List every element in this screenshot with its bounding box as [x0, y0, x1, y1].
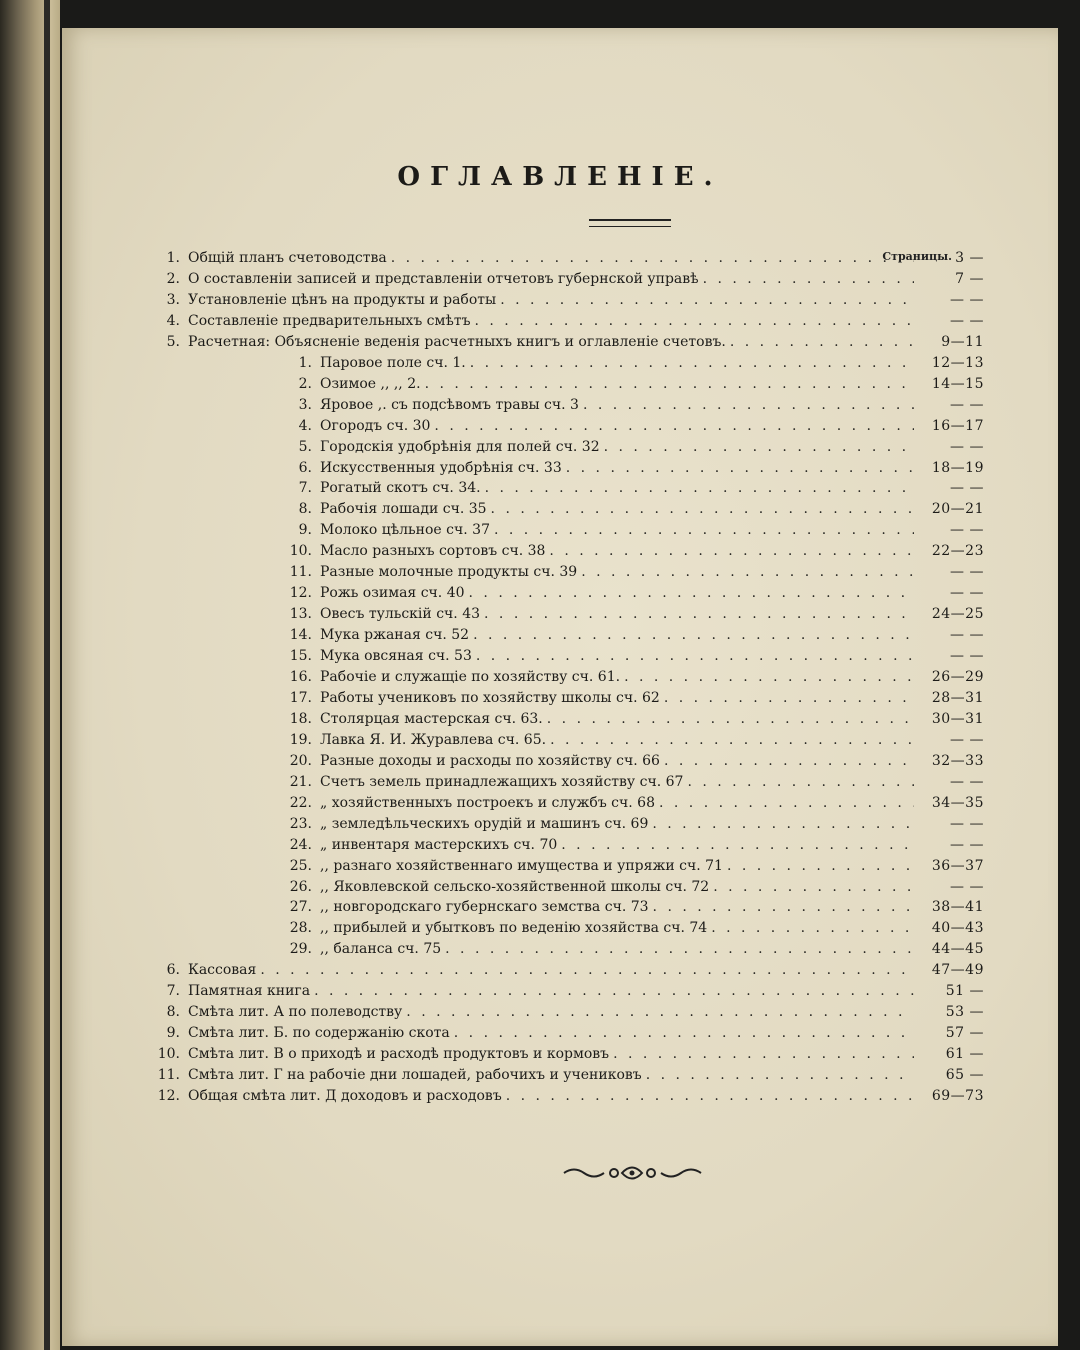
toc-entry	[282, 501, 984, 522]
toc-entry-pages: — —	[950, 291, 984, 308]
toc-entry	[282, 606, 984, 627]
toc-entry	[282, 648, 984, 669]
toc-entry-number: 25.	[289, 857, 312, 874]
decorative-ornament	[560, 1161, 705, 1185]
toc-entry	[150, 334, 984, 355]
toc-entry-title: Рабочія лошади сч. 35	[320, 501, 487, 518]
toc-entry-pages: — —	[950, 815, 984, 832]
toc-entry	[282, 376, 984, 397]
toc-entry-pages: 32—33	[931, 752, 984, 769]
toc-entry-title: Счетъ земель принадлежащихъ хозяйству сч. 67	[320, 773, 684, 790]
toc-entry-title: Памятная книга	[188, 983, 311, 1000]
toc-entry-number: 23.	[289, 815, 312, 832]
binding-edge	[44, 0, 50, 1350]
toc-entry-title: Работы учениковъ по хозяйству школы сч. 62	[320, 689, 660, 706]
toc-entry-title: Составленіе предварительныхъ смѣтъ	[188, 312, 471, 329]
toc-entry-number: 12.	[157, 1088, 180, 1104]
toc-entry-title: Лавка Я. И. Журавлева сч. 65.	[320, 731, 547, 748]
toc-entry	[150, 250, 984, 271]
toc-entry	[282, 543, 984, 564]
toc-entry-title: Рожь озимая сч. 40	[320, 585, 465, 602]
toc-entry-number: 6.	[166, 962, 180, 979]
toc-entry-number: 26.	[289, 878, 312, 895]
dot-leader	[470, 355, 914, 371]
toc-entry-pages: 3 —	[955, 250, 984, 266]
toc-entry	[282, 711, 984, 732]
toc-entry-pages: 51 —	[945, 983, 984, 1000]
toc-entry	[282, 816, 984, 837]
toc-entry-number: 19.	[289, 731, 312, 748]
toc-entry-pages: 12—13	[931, 354, 984, 371]
dot-leader	[475, 313, 915, 329]
toc-entry-pages: 61 —	[945, 1046, 984, 1063]
dot-leader	[491, 501, 914, 517]
toc-entry-pages: 14—15	[931, 375, 984, 392]
toc-entry-number: 2.	[166, 270, 180, 287]
toc-entry-pages: — —	[950, 396, 984, 413]
toc-entry-number: 6.	[298, 459, 312, 476]
dot-leader	[445, 941, 914, 957]
toc-entry-number: 3.	[298, 396, 312, 413]
toc-entry-number: 11.	[289, 564, 312, 581]
toc-entry	[282, 480, 984, 501]
toc-entry-pages: — —	[950, 312, 984, 329]
toc-entry-number: 4.	[166, 312, 180, 329]
toc-entry	[282, 753, 984, 774]
dot-leader	[485, 480, 914, 496]
toc-entry-pages: 65 —	[945, 1067, 984, 1084]
toc-entry-pages: — —	[950, 878, 984, 895]
toc-entry-pages: — —	[950, 585, 984, 602]
toc-entry-number: 21.	[289, 773, 312, 790]
toc-entry-title: Кассовая	[188, 962, 257, 979]
dot-leader	[314, 983, 914, 999]
toc-entry-number: 15.	[289, 648, 312, 665]
toc-entry-number: 8.	[298, 501, 312, 518]
toc-entry-pages: 16—17	[931, 417, 984, 434]
dot-leader	[653, 899, 914, 915]
dot-leader	[494, 522, 914, 538]
toc-entry-number: 7.	[298, 480, 312, 497]
toc-entry	[282, 355, 984, 376]
dot-leader	[391, 250, 914, 266]
toc-entry-pages: 38—41	[931, 899, 984, 916]
toc-entry-pages: 69—73	[931, 1088, 984, 1104]
toc-entry	[282, 920, 984, 941]
toc-entry-title: ,, баланса сч. 75	[320, 941, 442, 958]
pages-column-label: Страницы.	[882, 250, 952, 263]
toc-entry-pages: — —	[950, 564, 984, 581]
toc-entry-pages: — —	[950, 731, 984, 748]
dot-leader	[727, 858, 914, 874]
toc-entry-pages: 7 —	[955, 270, 984, 287]
toc-entry-title: Разные молочные продукты сч. 39	[320, 564, 578, 581]
toc-entry-number: 7.	[166, 983, 180, 1000]
toc-entry	[282, 564, 984, 585]
toc-entry-pages: 28—31	[931, 689, 984, 706]
dot-leader	[406, 1004, 914, 1020]
dot-leader	[484, 606, 914, 622]
toc-entry-title: Смѣта лит. Б. по содержанію скота	[188, 1025, 450, 1042]
toc-entry-pages: 20—21	[931, 501, 984, 518]
toc-entry-number: 8.	[166, 1004, 180, 1021]
dot-leader	[624, 669, 914, 685]
toc-entry	[282, 899, 984, 920]
toc-entry-number: 28.	[289, 920, 312, 937]
toc-entry-number: 18.	[289, 710, 312, 727]
toc-entry	[282, 397, 984, 418]
toc-entry-pages: 53 —	[945, 1004, 984, 1021]
toc-entry-pages: — —	[950, 480, 984, 497]
toc-entry	[282, 669, 984, 690]
dot-leader	[583, 397, 914, 413]
toc-entry	[282, 585, 984, 606]
dot-leader	[425, 376, 914, 392]
dot-leader	[664, 753, 914, 769]
toc-entry-number: 13.	[289, 606, 312, 623]
toc-entry	[150, 1067, 984, 1088]
dot-leader	[711, 920, 914, 936]
toc-entry-title: Молоко цѣльное сч. 37	[320, 522, 490, 539]
dot-leader	[454, 1025, 914, 1041]
toc-entry	[282, 941, 984, 962]
toc-entry-title: Мука ржаная сч. 52	[320, 627, 470, 644]
toc-entry-title: Рабочіе и служащіе по хозяйству сч. 61.	[320, 669, 621, 685]
dot-leader	[713, 879, 914, 895]
page-title: ОГЛАВЛЕНІЕ.	[397, 162, 723, 192]
toc-entry	[282, 522, 984, 543]
toc-entry-title: Общій планъ счетоводства	[188, 250, 387, 266]
toc-entry	[282, 439, 984, 460]
toc-entry-title: „ хозяйственныхъ построекъ и службъ сч. 68	[320, 794, 655, 811]
toc-entry	[150, 292, 984, 313]
toc-entry-pages: — —	[950, 836, 984, 853]
dot-leader	[566, 460, 914, 476]
toc-entry-title: Столярцая мастерская сч. 63.	[320, 710, 543, 727]
toc-entry-pages: — —	[950, 773, 984, 790]
toc-entry-title: Смѣта лит. А по полеводству	[188, 1004, 403, 1021]
toc-entry-number: 3.	[166, 291, 180, 308]
toc-entry-title: Разные доходы и расходы по хозяйству сч. 66	[320, 752, 660, 769]
toc-entry	[282, 627, 984, 648]
toc-entry	[150, 983, 984, 1004]
toc-entry	[282, 774, 984, 795]
dot-leader	[646, 1067, 914, 1083]
toc-entry-title: Яровое ,. съ подсѣвомъ травы сч. 3	[320, 396, 579, 413]
toc-entry-pages: 24—25	[931, 606, 984, 623]
toc-entry-number: 1.	[298, 354, 312, 371]
toc-entry-title: Паровое поле сч. 1.	[320, 354, 466, 371]
toc-entry-title: Общая смѣта лит. Д доходовъ и расходовъ	[188, 1088, 502, 1104]
toc-entry	[150, 962, 984, 983]
dot-leader	[703, 271, 914, 287]
toc-entry-pages: 22—23	[931, 543, 984, 560]
toc-entry-pages: 57 —	[945, 1025, 984, 1042]
toc-entry-pages: — —	[950, 438, 984, 455]
toc-entry-number: 27.	[289, 899, 312, 916]
dot-leader	[687, 774, 914, 790]
book-page	[62, 28, 1058, 1346]
toc-entry-pages: 18—19	[931, 459, 984, 476]
toc-entry-title: Озимое ,, ,, 2.	[320, 375, 421, 392]
toc-entry	[150, 271, 984, 292]
toc-entry-title: Рогатый скотъ сч. 34.	[320, 480, 481, 497]
dot-leader	[549, 543, 914, 559]
toc-entry-number: 2.	[298, 375, 312, 392]
toc-entry	[282, 690, 984, 711]
toc-entry-title: Расчетная: Объясненіе веденія расчетныхъ книгъ и оглавленіе счетовъ.	[188, 333, 726, 350]
toc-entry	[282, 418, 984, 439]
toc-entry-number: 20.	[289, 752, 312, 769]
toc-entry-number: 17.	[289, 689, 312, 706]
toc-entry	[282, 837, 984, 858]
toc-entry-pages: — —	[950, 648, 984, 665]
toc-entry	[282, 732, 984, 753]
toc-entry	[150, 1025, 984, 1046]
toc-entry-pages: 9—11	[941, 333, 984, 350]
toc-entry-title: „ земледѣльческихъ орудій и машинъ сч. 69	[320, 815, 649, 832]
dot-leader	[547, 711, 914, 727]
toc-entry-pages: 36—37	[931, 857, 984, 874]
dot-leader	[652, 816, 914, 832]
dot-leader	[604, 439, 914, 455]
dot-leader	[659, 795, 914, 811]
toc-entry-title: Смѣта лит. В о приходѣ и расходѣ продуктовъ и кормовъ	[188, 1046, 610, 1063]
toc-entry-number: 4.	[298, 417, 312, 434]
dot-leader	[730, 334, 914, 350]
toc-entry-pages: 26—29	[931, 669, 984, 685]
dot-leader	[550, 732, 914, 748]
toc-entry-number: 24.	[289, 836, 312, 853]
toc-entry-number: 29.	[289, 941, 312, 958]
toc-entry-number: 9.	[298, 522, 312, 539]
toc-entry-title: ,, Яковлевской сельско-хозяйственной школы сч. 72	[320, 878, 710, 895]
toc-entry-title: Овесъ тульскій сч. 43	[320, 606, 481, 623]
dot-leader	[581, 564, 914, 580]
toc-entry	[150, 1046, 984, 1067]
dot-leader	[506, 1088, 914, 1104]
toc-entry-number: 16.	[289, 669, 312, 685]
toc-entry-number: 22.	[289, 794, 312, 811]
dot-leader	[473, 627, 914, 643]
toc-entry-pages: — —	[950, 522, 984, 539]
toc-entry	[150, 313, 984, 334]
toc-entry-title: Установленіе цѣнъ на продукты и работы	[188, 291, 497, 308]
toc-entry-title: Смѣта лит. Г на рабочіе дни лошадей, рабочихъ и учениковъ	[188, 1067, 642, 1084]
dot-leader	[434, 418, 914, 434]
dot-leader	[469, 585, 914, 601]
toc-entry-title: Мука овсяная сч. 53	[320, 648, 472, 665]
toc-entry	[150, 1088, 984, 1109]
toc-entry-title: Огородъ сч. 30	[320, 417, 431, 434]
toc-entry-number: 10.	[157, 1046, 180, 1063]
toc-entry-title: „ инвентаря мастерскихъ сч. 70	[320, 836, 558, 853]
toc-entry-pages: 30—31	[931, 710, 984, 727]
toc-entry-pages: 34—35	[931, 794, 984, 811]
dot-leader	[561, 837, 914, 853]
dot-leader	[664, 690, 914, 706]
toc-entry-title: Масло разныхъ сортовъ сч. 38	[320, 543, 546, 560]
title-rule	[589, 219, 671, 227]
toc-entry-title: ,, прибылей и убытковъ по веденію хозяйства сч. 74	[320, 920, 708, 937]
toc-entry-number: 5.	[166, 333, 180, 350]
toc-entry-title: Искусственныя удобрѣнія сч. 33	[320, 459, 562, 476]
toc-entry	[150, 1004, 984, 1025]
toc-entry-number: 9.	[166, 1025, 180, 1042]
toc-entry-title: О составленіи записей и представленіи отчетовъ губернской управѣ	[188, 270, 699, 287]
toc-entry	[282, 795, 984, 816]
toc-entry-number: 1.	[166, 250, 180, 266]
toc-entry	[282, 460, 984, 481]
dot-leader	[500, 292, 914, 308]
toc-entry-pages: 40—43	[931, 920, 984, 937]
toc-entry-pages: 47—49	[931, 962, 984, 979]
book-binding	[0, 0, 60, 1350]
toc-entry-number: 5.	[298, 438, 312, 455]
toc-entry-number: 12.	[289, 585, 312, 602]
toc-entry-title: ,, разнаго хозяйственнаго имущества и упряжи сч. 71	[320, 857, 723, 874]
toc-entry	[282, 858, 984, 879]
toc-entry	[282, 879, 984, 900]
toc-entry-number: 11.	[157, 1067, 180, 1084]
dot-leader	[476, 648, 914, 664]
toc-entry-number: 14.	[289, 627, 312, 644]
toc-entry-pages: — —	[950, 627, 984, 644]
dot-leader	[613, 1046, 914, 1062]
toc-entry-number: 10.	[289, 543, 312, 560]
toc-entry-pages: 44—45	[931, 941, 984, 958]
toc-entry-title: Городскія удобрѣнія для полей сч. 32	[320, 438, 600, 455]
toc-entry-title: ,, новгородскаго губернскаго земства сч. 73	[320, 899, 649, 916]
dot-leader	[260, 962, 914, 978]
